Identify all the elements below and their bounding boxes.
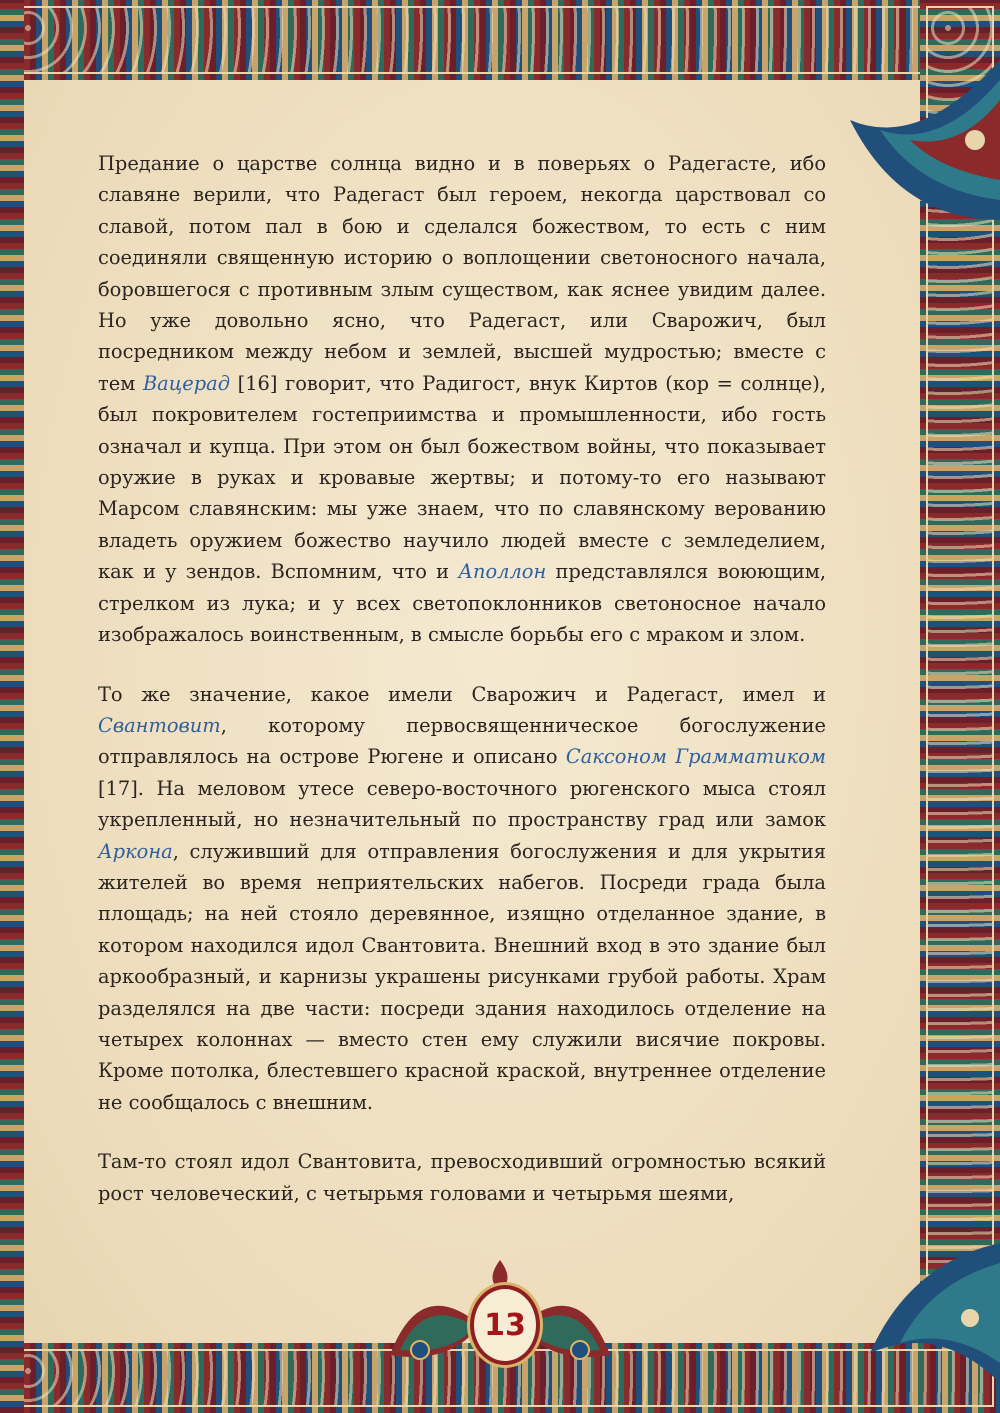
text-run: Предание о царстве солнца видно и в поверьях о Радегасте, ибо славяне верили, что Радегаст был героем, некогда царствовал со славой, потом пал в бою и сделался божеством, то есть с ним соединяли священную историю о воплощении светоносного начала, боровшегося с противным злым существом, как яснее увидим далее. Но уже довольно ясно, что Радегаст, или Сварожич, был посредником между небом и землей, высшей мудростью; вместе с тем	[98, 152, 826, 395]
bottom-corner-ornament-icon	[850, 1243, 1000, 1383]
text-run: , служивший для отправления богослужения и для укрытия жителей во время неприятельских набегов. Посреди града была площадь; на ней стояло деревянное, изящно отделанное здание, в котором находился идол Свантовита. Внешний вход в это здание был аркообразный, и карнизы украшены рисунками грубой работы. Храм разделялся на две части: посреди здания находилось отделение на четырех колоннах — вместо стен ему служили висячие покровы. Кроме потолка, блестевшего красной краской, внутреннее отделение не сообщалось с внешним.	[98, 839, 826, 1114]
name-link[interactable]: Аполлон	[458, 560, 547, 584]
text-body	[98, 148, 826, 1237]
text-run: То же значение, какое имели Сварожич и Радегаст, имел и	[98, 682, 826, 706]
name-link[interactable]: Аркона	[98, 839, 173, 863]
page-number: 13	[470, 1285, 540, 1365]
corner-ornament-icon	[840, 60, 1000, 220]
text-run: [17]. На меловом утесе северо-восточного рюгенского мыса стоял укрепленный, но незначительный по пространству град или замок	[98, 776, 826, 832]
text-run: представлялся воюющим, стрелком из лука; и у всех светопоклонников светоносное начало изображалось воинственным, в смысле борьбы его с мраком и злом.	[98, 560, 827, 647]
name-link[interactable]: Саксоном Грамматиком	[565, 745, 826, 769]
page-number-ornament	[380, 1255, 620, 1395]
text-run: Там-то стоял идол Свантовита, превосходивший огромностью всякий рост человеческий, с четырьмя головами и четырьмя шеями,	[98, 1150, 826, 1205]
paragraph	[98, 1146, 826, 1209]
paragraph	[98, 679, 826, 1119]
text-run: [16] говорит, что Радигост, внук Киртов (кор = солнце), был покровителем гостеприимства и промышленности, ибо гость означал и купца. При этом он был божеством войны, что показывает оружие в руках и кровавые жертвы; и потому-то его называют Марсом славянским: мы уже знаем, что по славянскому верованию владеть оружием божество научило людей вместе с земледелием, как и у зендов. Вспомним, что и	[98, 371, 826, 584]
text-run: , которому первосвященническое богослужение отправлялось на острове Рюгене и описано	[98, 713, 826, 769]
paragraph	[98, 148, 826, 651]
name-link[interactable]: Вацерад	[142, 371, 231, 395]
name-link[interactable]: Свантовит	[98, 713, 221, 737]
ornamental-border-left	[0, 0, 24, 1413]
